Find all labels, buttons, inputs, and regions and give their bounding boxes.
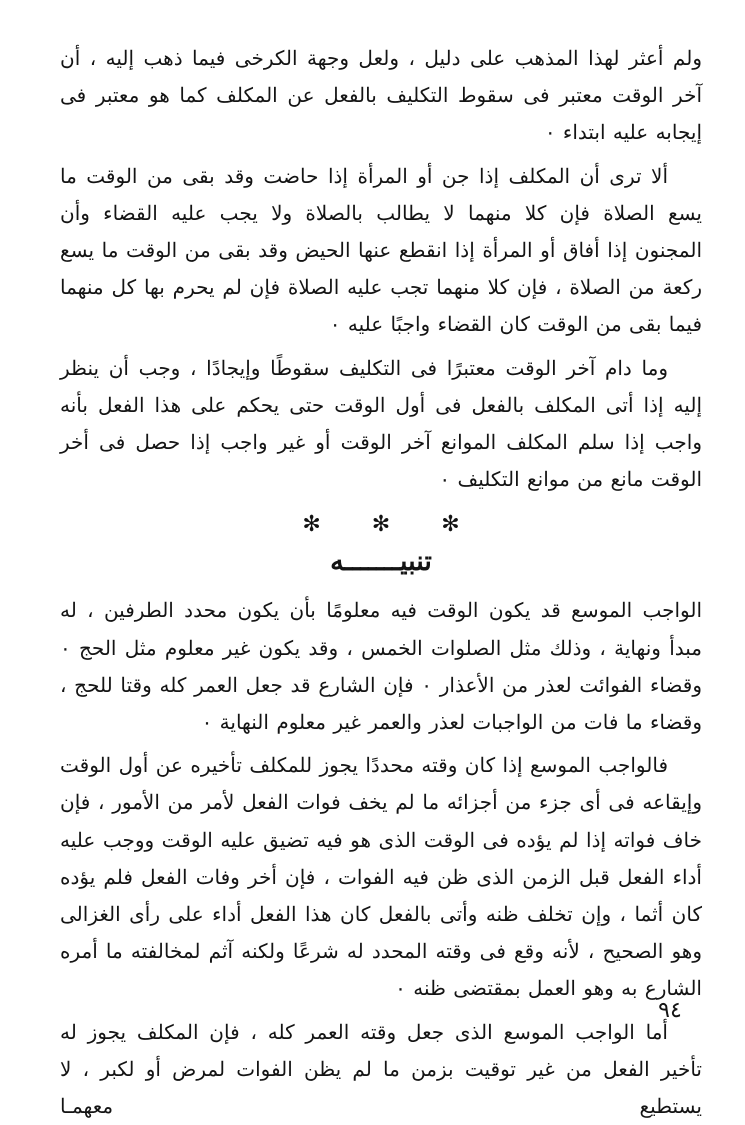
section-heading: تنبيـــــــه: [330, 546, 432, 578]
paragraph: أما الواجب الموسع الذى جعل وقته العمر كله ، فإن المكلف يجوز له تأخير الفعل من غير توقيت بزمن ما لم يظن الفوات لمرض أو لكبر ، لا يستطيع معهمـا: [60, 1019, 702, 1119]
section-separator: ✻ ✻ ✻: [302, 512, 482, 538]
paragraph: فالواجب الموسع إذا كان وقته محددًا يجوز للمكلف تأخيره عن أول الوقت وإيقاعه فى أى جزء من أجزائه ما لم يخف فوات الفعل لأمر من الأمور ، فإن خاف فواته إذا لم يؤده فى الوقت الذى هو فيه تضيق عليه الوقت ووجب عليه أداء الفعل قبل الزمن الذى ظن فيه الفوات ، فإن أخر وفات الفعل فلم يؤده كان أثما ، وإن تخلف ظنه وأتى بالفعل كان هذا الفعل أداء على رأى الغزالى وهو الصحيح ، لأنه وقع فى وقته المحدد له شرعًا ولكنه آثم لمخالفته ما أمره الشارع به وهو العمل بمقتضى ظنه ٠: [60, 753, 702, 1001]
page-number: ٩٤: [658, 998, 682, 1023]
paragraph: وما دام آخر الوقت معتبرًا فى التكليف سقوطًا وإيجادًا ، وجب أن ينظر إليه إذا أتى المكلف بالفعل فى أول الوقت حتى يحكم على هذا الفعل بأنه واجب إذا سلم المكلف الموانع آخر الوقت أو غير واجب إذا حصل فى أخر الوقت مانع من موانع التكليف ٠: [60, 355, 702, 492]
paragraph: الواجب الموسع قد يكون الوقت فيه معلومًا بأن يكون محدد الطرفين ، له مبدأ ونهاية ، وذلك مثل الصلوات الخمس ، وقد يكون غير معلوم مثل الحج ٠ وقضاء الفوائت لعذر من الأعذار ٠ فإن الشارع قد جعل العمر كله وقتا للحج ، وقضاء ما فات من الواجبات لعذر والعمر غير معلوم النهاية ٠: [60, 598, 703, 735]
paragraph: ولم أعثر لهذا المذهب على دليل ، ولعل وجهة الكرخى فيما ذهب إليه ، أن آخر الوقت معتبر فى سقوط التكليف بالفعل عن المكلف كما هو معتبر فى إيجابه عليه ابتداء ٠: [60, 46, 702, 145]
document-page: [60, 40, 703, 1119]
paragraph: ألا ترى أن المكلف إذا جن أو المرأة إذا حاضت وقد بقى من الوقت ما يسع الصلاة فإن كلا منهما لا يطالب بالصلاة ولا يجب عليه القضاء وأن المجنون إذا أفاق أو المرأة إذا انقطع عنها الحيض وقد بقى من الوقت ما يسع ركعة من الصلاة ، فإن كلا منهما تجب عليه الصلاة فإن لم يحرم بها كل منهما فيما بقى من الوقت كان القضاء واجبًا عليه ٠: [60, 163, 702, 337]
